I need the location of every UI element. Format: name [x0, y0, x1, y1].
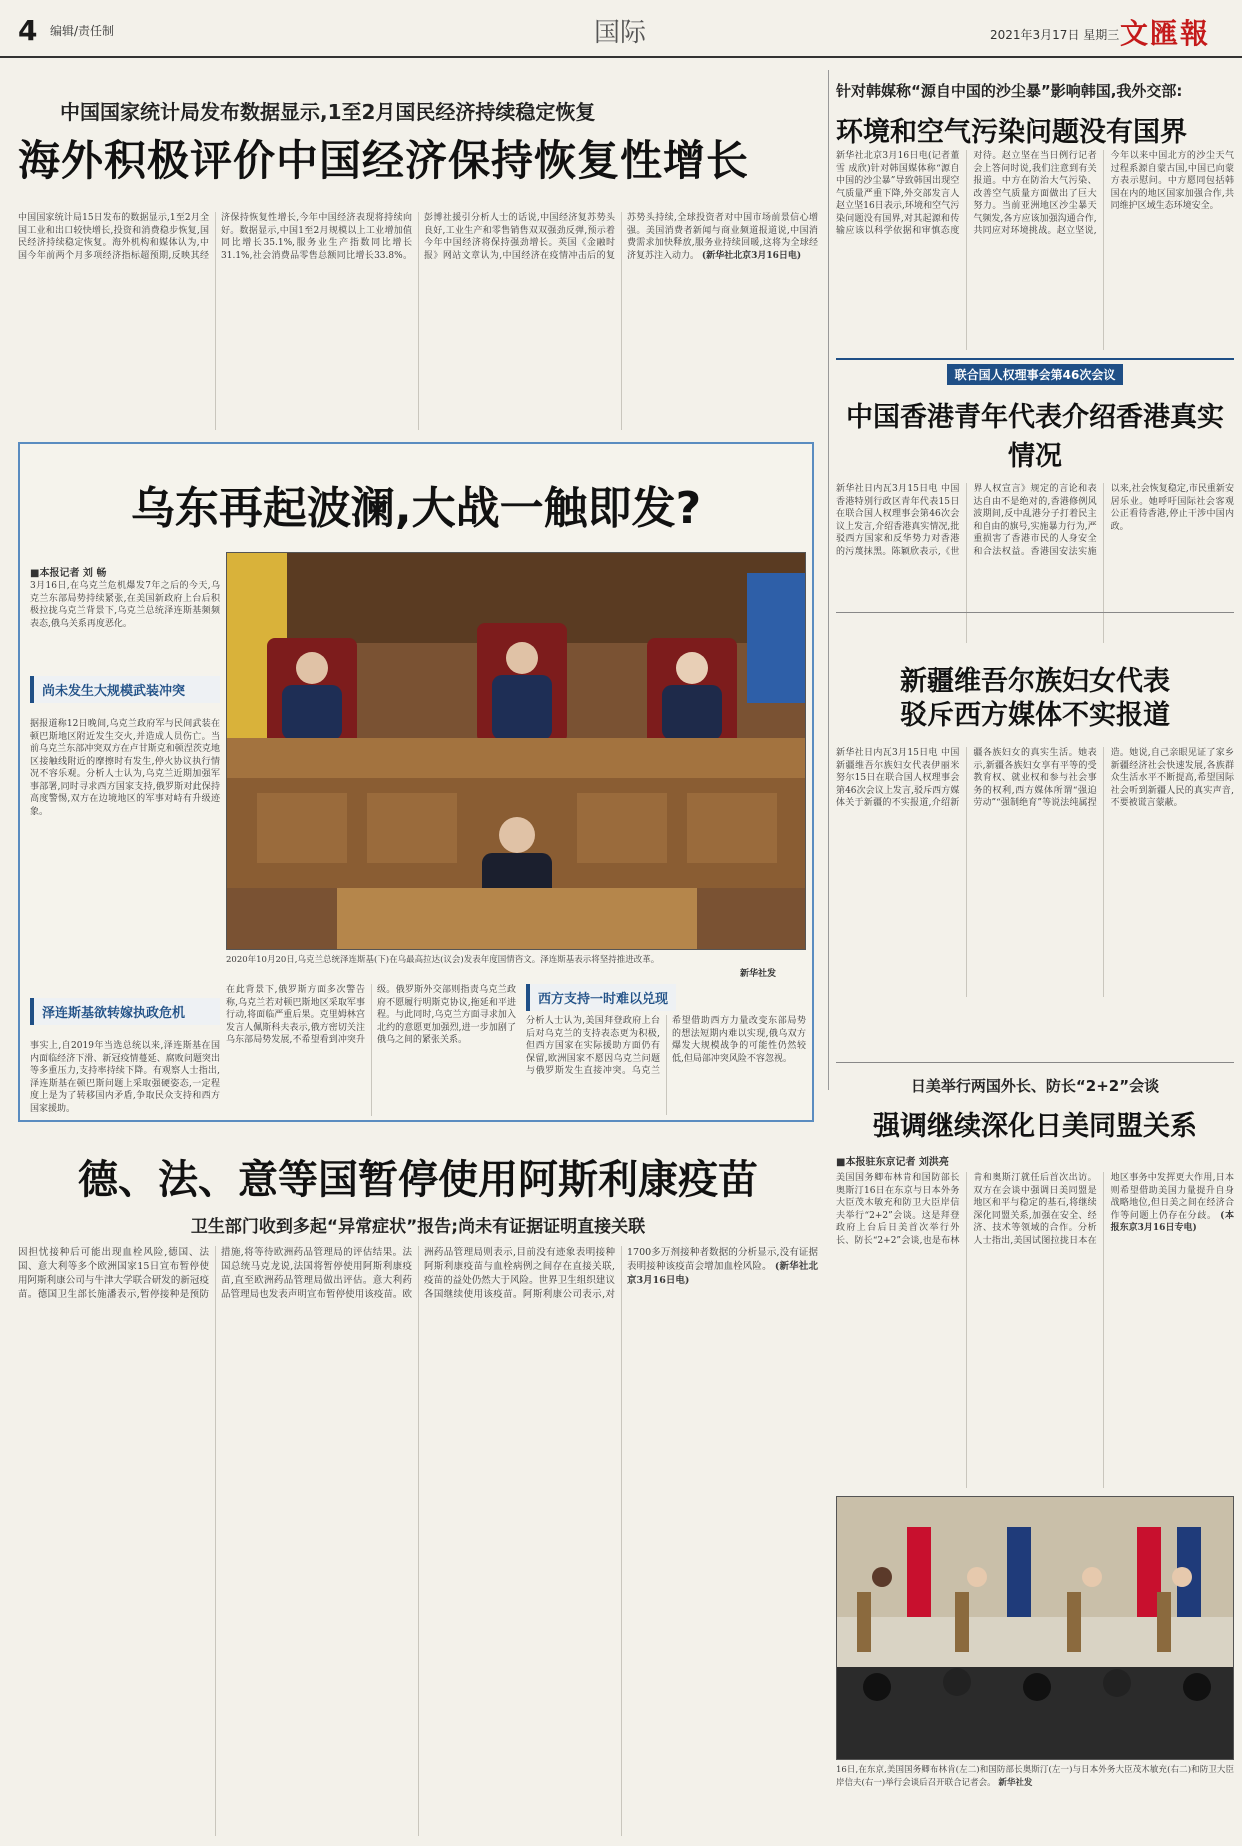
newspaper-logo: 文匯報 [1120, 17, 1211, 50]
ukraine-photo-caption: 2020年10月20日,乌克兰总统泽连斯基(下)在乌最高拉达(议会)发表年度国情咨文。泽连斯基表示将坚持推进改革。 [226, 955, 660, 965]
environment-body: 新华社北京3月16日电(记者董雪 成欣)针对韩国媒体称“源自中国的沙尘暴”导致韩国出现空气质量严重下降,外交部发言人赵立坚16日表示,环境和空气污染问题没有国界,对其起源和传输应该以科学依据和审慎态度对待。赵立坚在当日例行记者会上答问时说,我们注意到有关报道。中方在防治大气污染、改善空气质量方面做出了巨大努力。当前亚洲地区沙尘暴天气频发,各方应该加强沟通合作,共同应对环境挑战。赵立坚说,今年以来中国北方的沙尘天气过程系源自蒙古国,中国已向蒙方表示慰问。中方愿同包括韩国在内的地区国家加强合作,共同维护区域生态环境安全。 [836, 151, 1234, 236]
japan-us-photo-caption: 16日,在东京,美国国务卿布林肯(左二)和国防部长奥斯汀(左一)与日本外务大臣茂木敏充(右二)和防卫大臣岸信夫(右一)举行会谈后召开联合记者会。 新华社发 [836, 1765, 1234, 1788]
ukraine-body-2: 事实上,自2019年当选总统以来,泽连斯基在国内面临经济下滑、新冠疫情蔓延、腐败问题突出等多重压力,支持率持续下降。有观察人士指出,泽连斯基在顿巴斯问题上采取强硬姿态,一定程度上是为了转移国内矛盾,争取民众支持和西方国家援助。 [30, 1041, 220, 1114]
ukraine-body-1: 据报道称12日晚间,乌克兰政府军与民间武装在顿巴斯地区附近发生交火,并造成人员伤亡。当前乌克兰东部冲突双方在卢甘斯克和顿涅茨克地区接触线附近的摩擦时有发生,停火协议执行情况不容乐观。分析人士认为,乌克兰近期加强军事部署,同时寻求西方国家支持,俄罗斯对此保持高度警惕,双方在边境地区的军事对峙有升级迹象。 [30, 719, 220, 817]
japan-us-article [836, 1062, 1234, 1842]
ukraine-article [18, 442, 814, 1122]
issue-date: 2021年3月17日 星期三 [990, 28, 1120, 42]
xinjiang-headline-line1: 新疆维吾尔族妇女代表 [900, 666, 1170, 697]
japan-us-body: 美国国务卿布林肯和国防部长奥斯汀16日在东京与日本外务大臣茂木敏充和防卫大臣岸信夫举行“2+2”会谈。这是拜登政府上台后日美首次举行外长、防长“2+2”会谈,也是布林肯和奥斯汀就任后首次出访。双方在会谈中强调日美同盟是地区和平与稳定的基石,将继续深化同盟关系,加强在安全、经济、技术等领域的合作。分析人士指出,美国试图拉拢日本在地区事务中发挥更大作用,日本则希望借助美国力量提升自身战略地位,但日美之间在经济合作等问题上仍存在分歧。 (本报东京3月16日专电) [836, 1173, 1234, 1246]
economy-body: 中国国家统计局15日发布的数据显示,1至2月全国工业和出口较快增长,投资和消费稳步恢复,国民经济持续稳定恢复。海外机构和媒体认为,中国今年前两个月多项经济指标超预期,反映其经济保持恢复性增长,今年中国经济表现将持续向好。数据显示,中国1至2月规模以上工业增加值同比增长35.1%,服务业生产指数同比增长31.1%,社会消费品零售总额同比增长33.8%。彭博社援引分析人士的话说,中国经济复苏势头良好,工业生产和零售销售双双强劲反弹,预示着今年中国经济将保持强劲增长。英国《金融时报》网站文章认为,中国经济在疫情冲击后的复苏势头持续,全球投资者对中国市场前景信心增强。美国消费者新闻与商业频道报道说,中国消费需求加快释放,服务业持续回暖,这将为全球经济复苏注入动力。 (新华社北京3月16日电) [18, 213, 818, 261]
ukraine-subhead-3: 西方支持一时难以兑现 [526, 984, 676, 1011]
japan-us-kicker: 日美举行两国外长、防长“2+2”会谈 [910, 1077, 1160, 1095]
ukraine-body-3: 在此背景下,俄罗斯方面多次警告称,乌克兰若对顿巴斯地区采取军事行动,将面临严重后果。克里姆林宫发言人佩斯科夫表示,俄方密切关注乌东部局势发展,不希望看到冲突升级。俄罗斯外交部则指责乌克兰政府不愿履行明斯克协议,拖延和平进程。与此同时,乌克兰方面寻求加入北约的意愿更加强烈,进一步加剧了俄乌之间的紧张关系。 [226, 985, 516, 1045]
japan-us-press-photo [836, 1496, 1234, 1760]
page-mark: 编辑/责任制 [50, 24, 115, 38]
japan-us-headline: 强调继续深化日美同盟关系 [873, 1111, 1197, 1142]
ukraine-right-lower [526, 984, 806, 1116]
xinjiang-article [836, 612, 1234, 1052]
xinjiang-body: 新华社日内瓦3月15日电 中国新疆维吾尔族妇女代表伊丽米努尔15日在联合国人权理事会第46次会议上发言,驳斥西方媒体关于新疆的不实报道,介绍新疆各族妇女的真实生活。她表示,新疆各族妇女享有平等的受教育权、就业权和参与社会事务的权利,西方媒体所谓“强迫劳动”“强制绝育”等说法纯属捏造。她说,自己亲眼见证了家乡新疆经济社会快速发展,各族群众生活水平不断提高,希望国际社会听到新疆人民的真实声音,不要被谎言蒙蔽。 [836, 748, 1234, 808]
economy-headline: 海外积极评价中国经济保持恢复性增长 [18, 136, 750, 185]
hk-headline: 中国香港青年代表介绍香港真实情况 [846, 402, 1224, 472]
column-divider [828, 70, 829, 1090]
vaccine-headline: 德、法、意等国暂停使用阿斯利康疫苗 [78, 1157, 758, 1203]
environment-headline: 环境和空气污染问题没有国界 [836, 117, 1187, 148]
page-number: 4 [18, 14, 38, 47]
hk-section-label: 联合国人权理事会第46次会议 [947, 364, 1124, 385]
hk-body: 新华社日内瓦3月15日电 中国香港特别行政区青年代表15日在联合国人权理事会第46次会议上发言,介绍香港真实情况,批驳西方国家和反华势力对香港的污蔑抹黑。陈颖欣表示,《世界人权宣言》规定的言论和表达自由不是绝对的,香港修例风波期间,反中乱港分子打着民主和自由的旗号,实施暴力行为,严重损害了香港市民的人身安全和合法权益。香港国安法实施以来,社会恢复稳定,市民重新安居乐业。她呼吁国际社会客观公正看待香港,停止干涉中国内政。 [836, 484, 1234, 557]
xinjiang-headline-line2: 驳斥西方媒体不实报道 [900, 700, 1170, 731]
ukraine-body-4: 分析人士认为,美国拜登政府上台后对乌克兰的支持表态更为积极,但西方国家在实际援助方面仍有保留,欧洲国家不愿因乌克兰问题与俄罗斯发生直接冲突。乌克兰希望借助西方力量改变东部局势的想法短期内难以实现,俄乌双方爆发大规模战争的可能性仍然较低,但局部冲突风险不容忽视。 [526, 1016, 806, 1076]
ukraine-photo-credit: 新华社发 [740, 969, 777, 979]
environment-kicker: 针对韩媒称“源自中国的沙尘暴”影响韩国,我外交部: [836, 82, 1183, 100]
vaccine-body: 因担忧接种后可能出现血栓风险,德国、法国、意大利等多个欧洲国家15日宣布暂停使用阿斯利康公司与牛津大学联合研发的新冠疫苗。德国卫生部长施潘表示,暂停接种是预防措施,将等待欧洲药品管理局的评估结果。法国总统马克龙说,法国将暂停使用阿斯利康疫苗,直至欧洲药品管理局做出评估。意大利药品管理局也发表声明宣布暂停使用该疫苗。欧洲药品管理局则表示,目前没有迹象表明接种阿斯利康疫苗与血栓病例之间存在直接关联,疫苗的益处仍然大于风险。世界卫生组织建议各国继续使用该疫苗。阿斯利康公司表示,对1700多万剂接种者数据的分析显示,没有证据表明接种该疫苗会增加血栓风险。 (新华社北京3月16日电) [18, 1247, 818, 1300]
economy-kicker: 中国国家统计局发布数据显示,1至2月国民经济持续稳定恢复 [60, 100, 596, 124]
parliament-scene-illustration [227, 553, 806, 950]
vaccine-kicker: 卫生部门收到多起“异常症状”报告;尚未有证据证明直接关联 [190, 1217, 646, 1237]
press-conference-illustration [837, 1497, 1234, 1760]
hk-article [836, 358, 1234, 598]
ukraine-parliament-photo [226, 552, 806, 950]
section-title: 国际 [593, 18, 646, 48]
ukraine-intro: 3月16日,在乌克兰危机爆发7年之后的今天,乌克兰东部局势持续紧张,在美国新政府上台后积极拉拢乌克兰背景下,乌克兰总统泽连斯基频频表态,俄乌关系再度恶化。 [30, 581, 220, 629]
japan-us-byline: ■本报驻东京记者 刘洪亮 [836, 1157, 949, 1168]
ukraine-subhead-1: 尚未发生大规模武装冲突 [30, 676, 220, 703]
ukraine-subhead-2: 泽连斯基欲转嫁执政危机 [30, 998, 220, 1025]
ukraine-headline: 乌东再起波澜,大战一触即发? [130, 483, 702, 534]
page-header [0, 0, 1242, 58]
ukraine-byline: ■本报记者 刘 畅 [30, 568, 107, 579]
